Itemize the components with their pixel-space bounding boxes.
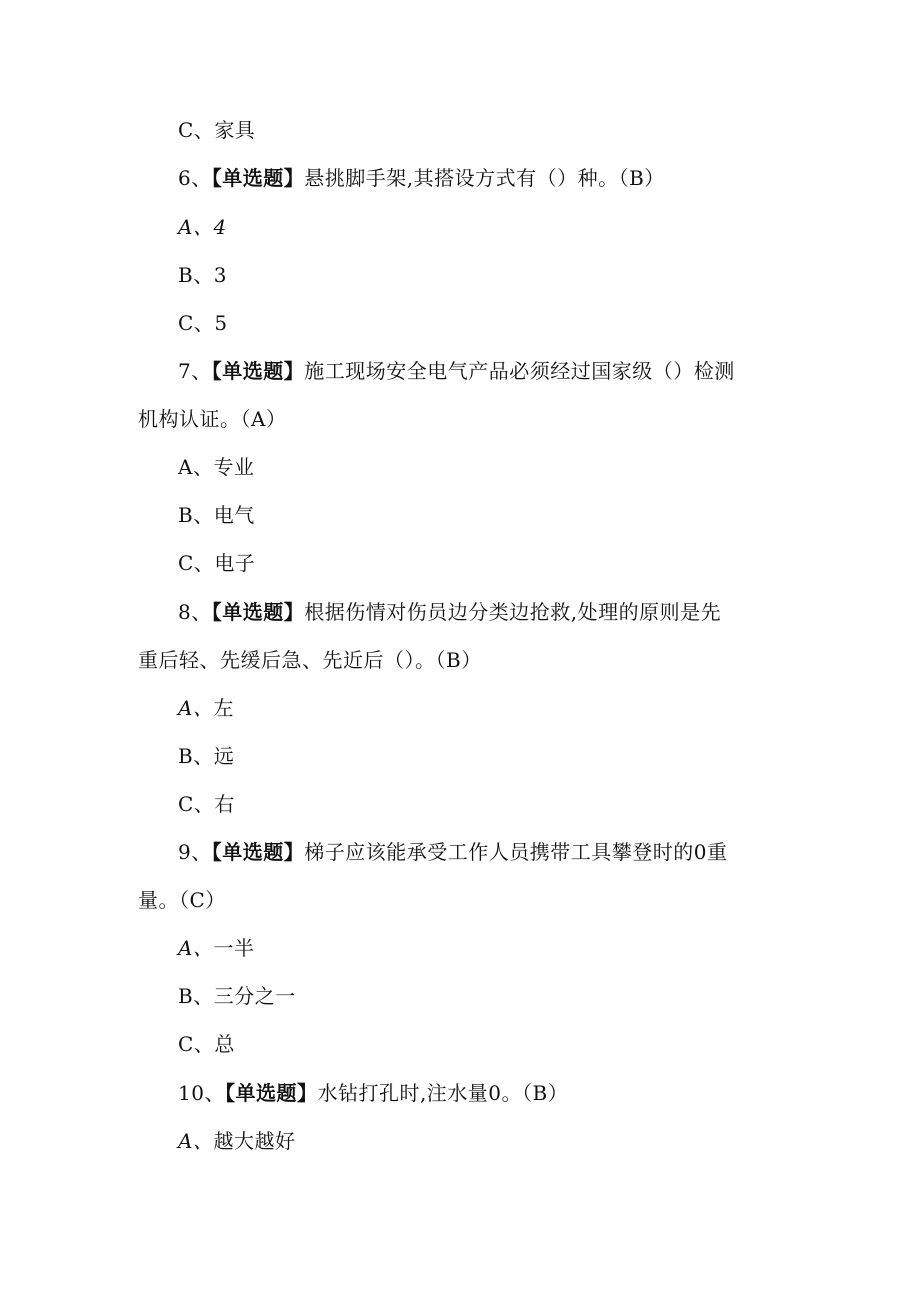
option-9-b xyxy=(178,982,296,1010)
option-8-b xyxy=(178,742,234,770)
option-prefix: A、 xyxy=(178,1129,214,1153)
question-number: 8、 xyxy=(178,600,212,624)
option-text: 越大越好 xyxy=(213,1129,296,1153)
option-7-c xyxy=(178,549,255,577)
option-prefix: C、 xyxy=(178,551,215,575)
question-text: 梯子应该能承受工作人员携带工具攀登时的0重 xyxy=(304,840,728,864)
option-prefix: A、 xyxy=(178,936,214,960)
question-type-tag: 【单选题】 xyxy=(211,600,305,624)
question-9-continuation xyxy=(138,886,226,914)
option-9-c xyxy=(178,1030,235,1058)
option-text: 总 xyxy=(214,1032,235,1056)
option-prefix: A、 xyxy=(178,215,214,239)
option-text: 三分之一 xyxy=(213,984,296,1008)
question-8 xyxy=(178,598,721,626)
option-prefix: B、 xyxy=(178,744,214,768)
option-text: 专业 xyxy=(213,455,255,479)
option-text: 左 xyxy=(213,696,234,720)
option-10-a xyxy=(178,1127,295,1155)
option-text: 家具 xyxy=(214,118,256,142)
option-8-c xyxy=(178,790,235,818)
question-text: 量。（C） xyxy=(138,888,226,912)
option-text: 一半 xyxy=(213,936,255,960)
option-8-a xyxy=(178,694,234,722)
question-text: 施工现场安全电气产品必须经过国家级（）检测 xyxy=(304,359,735,383)
option-prefix: C、 xyxy=(178,118,215,142)
question-text: 水钻打孔时,注水量0。（B） xyxy=(317,1081,569,1105)
question-7-continuation xyxy=(138,405,286,433)
option-text: 电气 xyxy=(213,503,255,527)
option-6-b xyxy=(178,261,227,289)
question-text: 根据伤情对伤员边分类边抢救,处理的原则是先 xyxy=(304,600,722,624)
question-type-tag: 【单选题】 xyxy=(211,359,305,383)
option-prefix: A、 xyxy=(178,696,214,720)
option-5-c xyxy=(178,116,255,144)
option-prefix: C、 xyxy=(178,792,215,816)
option-text: 远 xyxy=(213,744,235,768)
option-6-c xyxy=(178,309,228,337)
option-prefix: C、 xyxy=(178,311,215,335)
option-9-a xyxy=(178,934,254,962)
option-text: 5 xyxy=(214,311,228,335)
question-type-tag: 【单选题】 xyxy=(224,1081,318,1105)
question-type-tag: 【单选题】 xyxy=(211,166,305,190)
question-text: 重后轻、先缓后急、先近后（）。（B） xyxy=(138,648,482,672)
question-number: 9、 xyxy=(178,840,212,864)
option-text: 3 xyxy=(213,263,227,287)
question-6 xyxy=(178,164,665,192)
option-text: 右 xyxy=(214,792,235,816)
option-text: 4 xyxy=(213,215,227,239)
option-6-a xyxy=(178,213,227,241)
question-text: 机构认证。（A） xyxy=(138,407,287,431)
option-text: 电子 xyxy=(214,551,256,575)
option-prefix: B、 xyxy=(178,503,214,527)
option-prefix: B、 xyxy=(178,263,214,287)
option-prefix: C、 xyxy=(178,1032,215,1056)
question-text: 悬挑脚手架,其搭设方式有（）种。（B） xyxy=(304,166,665,190)
question-number: 7、 xyxy=(178,359,212,383)
question-number: 10、 xyxy=(178,1081,225,1105)
option-7-b xyxy=(178,501,255,529)
option-prefix: A、 xyxy=(178,455,214,479)
question-9 xyxy=(178,838,727,866)
question-type-tag: 【单选题】 xyxy=(211,840,305,864)
question-number: 6、 xyxy=(178,166,212,190)
option-prefix: B、 xyxy=(178,984,214,1008)
question-10 xyxy=(178,1079,568,1107)
question-7 xyxy=(178,357,735,385)
question-8-continuation xyxy=(138,646,482,674)
option-7-a xyxy=(178,453,254,481)
